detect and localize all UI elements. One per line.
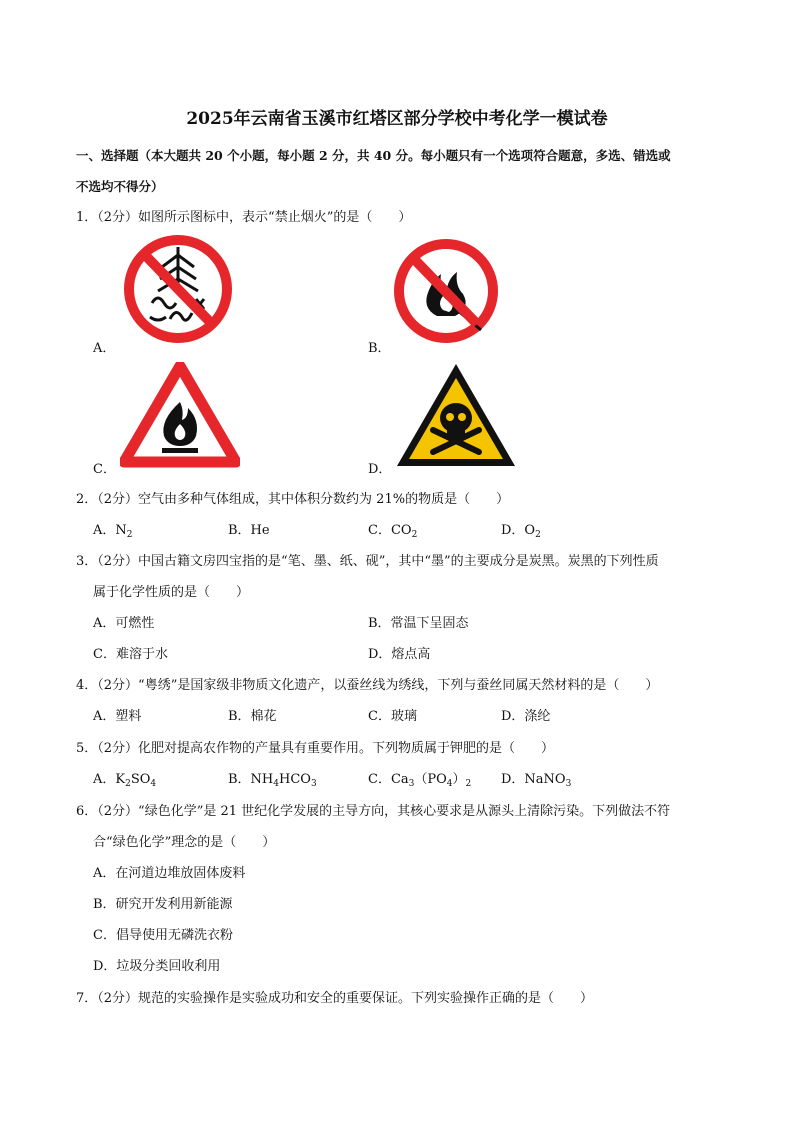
q3-option-d: D．熔点高	[368, 647, 431, 662]
question-6-cont: 合“绿色化学”理念的是（ ）	[93, 835, 276, 850]
question-3-cont: 属于化学性质的是（ ）	[93, 585, 250, 600]
question-7: 7．（2分）规范的实验操作是实验成功和安全的重要保证。下列实验操作正确的是（ ）	[76, 991, 594, 1006]
q1-option-d-label: D．	[368, 462, 392, 477]
q4-option-c: C．玻璃	[368, 709, 417, 724]
q2-option-d: D．$O_2$	[501, 523, 541, 540]
q2-option-c: C．$CO_2$	[368, 523, 418, 540]
q4-option-b: B．棉花	[228, 709, 277, 724]
q2-option-a: A．$N_2$	[93, 523, 133, 540]
q5-option-d: D．NaNO$_3$	[501, 772, 572, 789]
q6-option-c: C．倡导使用无磷洗衣粉	[93, 928, 233, 943]
q6-option-a: A．在河道边堆放固体废料	[93, 866, 246, 881]
q3-option-b: B．常温下呈固态	[368, 616, 469, 631]
toxic-skull-warning-sign-icon	[393, 360, 519, 470]
q4-option-d: D．涤纶	[501, 709, 551, 724]
q5-option-b: B．$NH_4HCO_3$	[228, 772, 317, 789]
q3-option-a: A．可燃性	[93, 616, 155, 631]
q5-option-c: C．$Ca_3(PO_4)_2$	[368, 772, 472, 789]
page-title: 2025年云南省玉溪市红塔区部分学校中考化学一模试卷	[186, 109, 608, 129]
q1-option-a-label: A．	[93, 341, 116, 356]
q6-option-d: D．垃圾分类回收利用	[93, 959, 221, 974]
q3-option-c: C．难溶于水	[93, 647, 168, 662]
no-open-flame-sign-icon	[393, 238, 499, 344]
q4-option-a: A．塑料	[93, 709, 142, 724]
question-6: 6．（2分）“绿色化学”是 21 世纪化学发展的主导方向，其核心要求是从源头上清除污染。下列做法不符	[76, 804, 671, 819]
question-5: 5．（2分）化肥对提高农作物的产量具有重要作用。下列物质属于钾肥的是（ ）	[76, 741, 555, 756]
question-3: 3．（2分）中国古籍文房四宝指的是“笔、墨、纸、砚”，其中“墨”的主要成分是炭黑。炭黑的下列性质	[76, 554, 659, 569]
q2-option-b: B．He	[228, 523, 270, 538]
question-2: 2．（2分）空气由多种气体组成，其中体积分数约为 21%的物质是（ ）	[76, 492, 510, 507]
question-4: 4．（2分）“粤绣”是国家级非物质文化遗产，以蚕丝线为绣线，下列与蚕丝同属天然材料的是（ ）	[76, 678, 659, 693]
no-forest-fire-sign-icon	[122, 233, 234, 345]
q1-option-c-label: C．	[93, 462, 116, 477]
q5-option-a: A．$K_2SO_4$	[93, 772, 157, 789]
q1-option-b-label: B．	[368, 341, 391, 356]
section-heading: 一、选择题（本大题共 20 个小题，每小题 2 分，共 40 分。每小题只有一个选项符合题意，多选、错选或	[76, 148, 671, 163]
flammable-warning-sign-icon	[120, 362, 240, 468]
section-heading-cont: 不选均不得分）	[76, 179, 164, 194]
question-1: 1．（2分）如图所示图标中，表示“禁止烟火”的是（ ）	[76, 210, 412, 225]
q6-option-b: B．研究开发利用新能源	[93, 897, 233, 912]
